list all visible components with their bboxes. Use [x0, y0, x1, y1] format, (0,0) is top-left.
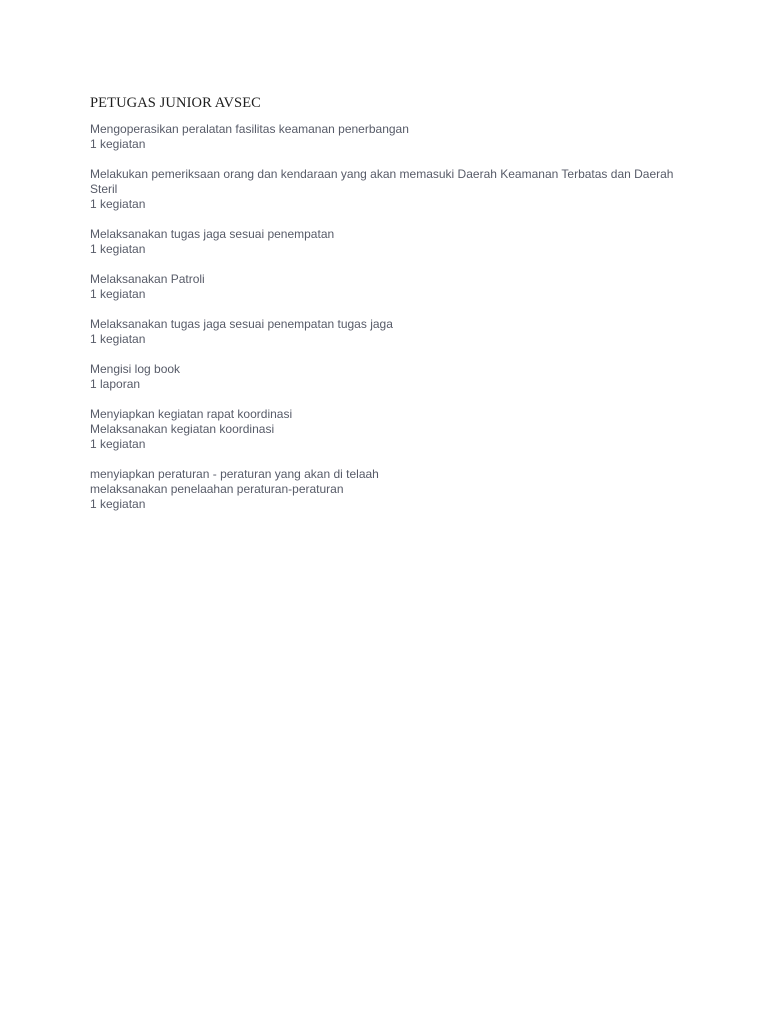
entry-7-activity-execute: Melaksanakan kegiatan koordinasi — [90, 422, 275, 436]
entry-7-quantity: 1 kegiatan — [90, 437, 146, 451]
entry-8-activity-prepare: menyiapkan peraturan - peraturan yang akan di telaah — [90, 467, 379, 481]
document-page — [90, 94, 690, 527]
entry-6 — [90, 362, 690, 392]
entry-3-quantity: 1 kegiatan — [90, 242, 146, 256]
entry-8-quantity: 1 kegiatan — [90, 497, 146, 511]
entry-3-activity: Melaksanakan tugas jaga sesuai penempatan — [90, 227, 335, 241]
entry-2-quantity: 1 kegiatan — [90, 197, 146, 211]
entry-1 — [90, 122, 690, 152]
entry-6-quantity: 1 laporan — [90, 377, 141, 391]
entry-2 — [90, 167, 690, 212]
entry-8-activity-execute: melaksanakan penelaahan peraturan-peraturan — [90, 482, 344, 496]
entry-6-activity: Mengisi log book — [90, 362, 181, 376]
entry-2-activity: Melakukan pemeriksaan orang dan kendaraan yang akan memasuki Daerah Keamanan Terbatas dan Daerah Steril — [90, 167, 674, 196]
entry-8 — [90, 467, 690, 512]
entry-7-activity-prepare: Menyiapkan kegiatan rapat koordinasi — [90, 407, 293, 421]
entry-7 — [90, 407, 690, 452]
entry-3 — [90, 227, 690, 257]
entry-1-activity: Mengoperasikan peralatan fasilitas keamanan penerbangan — [90, 122, 409, 136]
entry-5 — [90, 317, 690, 347]
entry-5-activity: Melaksanakan tugas jaga sesuai penempatan tugas jaga — [90, 317, 393, 331]
entry-4-activity: Melaksanakan Patroli — [90, 272, 205, 286]
document-title: PETUGAS JUNIOR AVSEC — [90, 95, 261, 111]
entry-4 — [90, 272, 690, 302]
entry-4-quantity: 1 kegiatan — [90, 287, 146, 301]
entry-1-quantity: 1 kegiatan — [90, 137, 146, 151]
entry-5-quantity: 1 kegiatan — [90, 332, 146, 346]
